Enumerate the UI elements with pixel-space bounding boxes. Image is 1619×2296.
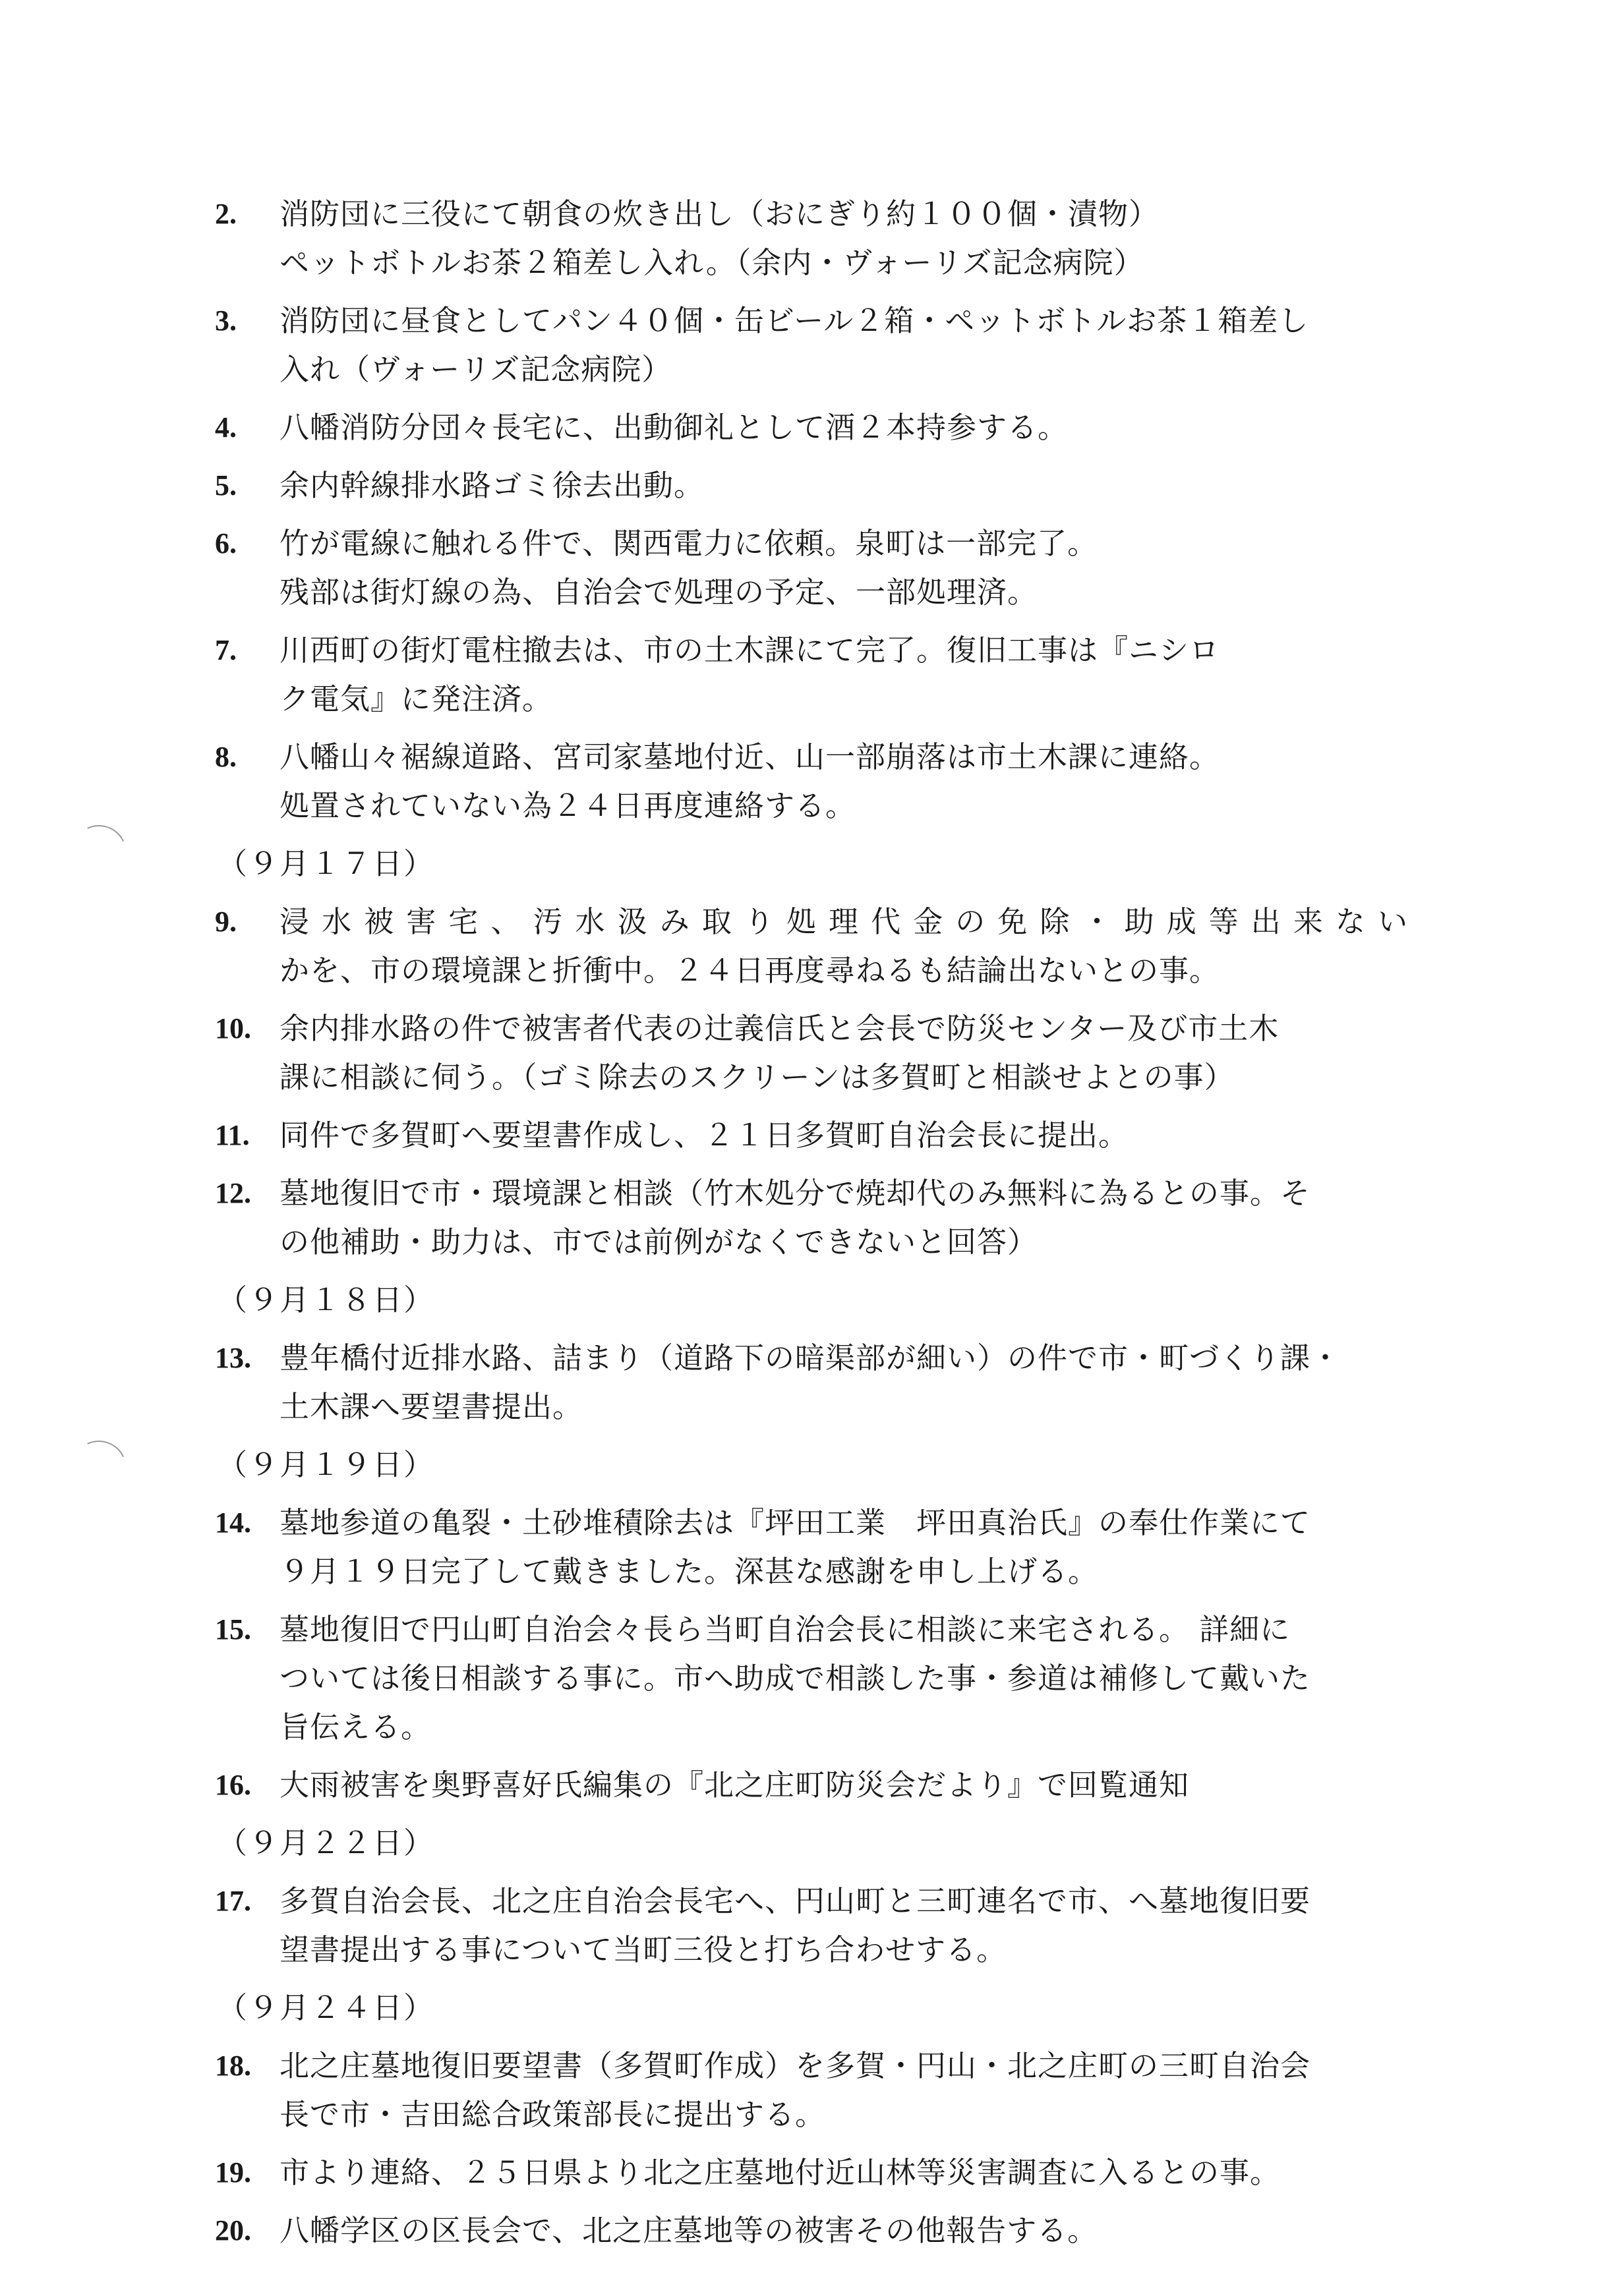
item-text-line: 旨伝える。 (280, 1709, 432, 1744)
item-number: 6. (215, 527, 237, 560)
item-number: 18. (215, 2050, 251, 2082)
list-item (215, 519, 1408, 617)
list-item (215, 297, 1408, 394)
item-number: 19. (215, 2156, 251, 2189)
item-number: 12. (215, 1177, 251, 1209)
list-item (215, 2042, 1408, 2139)
list-item (215, 733, 1408, 830)
item-number: 2. (215, 198, 237, 230)
list-item (215, 1877, 1408, 1974)
list-item (215, 403, 1408, 452)
item-text-line: 市より連絡、２５日県より北之庄墓地付近山林等災害調査に入るとの事。 (280, 2155, 1281, 2190)
item-number: 20. (215, 2214, 251, 2247)
item-number: 3. (215, 304, 237, 337)
list-item (215, 461, 1408, 510)
item-text-line: かを、市の環境課と折衝中。２４日再度尋ねるも結論出ないとの事。 (280, 953, 1220, 988)
date-heading: （９月１９日） (218, 1447, 435, 1482)
item-number: 14. (215, 1507, 251, 1539)
list-item (215, 1169, 1408, 1267)
date-heading: （９月２４日） (218, 1990, 435, 2025)
item-text-line: 竹が電線に触れる件で、関西電力に依頼。泉町は一部完了。 (280, 526, 1098, 561)
list-item (215, 1111, 1408, 1160)
item-number: 10. (215, 1012, 251, 1045)
item-text-line: 望書提出する事について当町三役と打ち合わせする。 (280, 1932, 1007, 1967)
item-text-line: 川西町の街灯電柱撤去は、市の土木課にて完了。復旧工事は『ニシロ (280, 633, 1220, 668)
item-text-line: 入れ（ヴォーリズ記念病院） (280, 352, 672, 387)
item-text-line: ペットボトルお茶２箱差し入れ。（余内・ヴォーリズ記念病院） (280, 245, 1144, 280)
item-text-line: 豊年橋付近排水路、詰まり（道路下の暗渠部が細い）の件で市・町づくり課・ (280, 1340, 1341, 1375)
item-text-line: ついては後日相談する事に。市へ助成で相談した事・参道は補修して戴いた (280, 1661, 1311, 1696)
item-text-line: 処置されていない為２４日再度連絡する。 (280, 788, 856, 823)
list-item (215, 1334, 1408, 1431)
item-text-line: 余内幹線排水路ゴミ徐去出動。 (280, 468, 705, 503)
list-item (215, 1605, 1408, 1752)
list-item (215, 190, 1408, 287)
item-text-line: ９月１９日完了して戴きました。深甚な感謝を申し上げる。 (280, 1554, 1099, 1589)
item-text-line: 同件で多賀町へ要望書作成し、２１日多賀町自治会長に提出。 (280, 1118, 1129, 1153)
list-item (215, 2206, 1408, 2255)
item-text-line: の他補助・助力は、市では前例がなくできないと回答） (280, 1224, 1038, 1259)
list-item (215, 1761, 1408, 1810)
item-text-line: 大雨被害を奥野喜好氏編集の『北之庄町防災会だより』で回覧通知 (280, 1767, 1190, 1802)
list-item (215, 2148, 1408, 2197)
item-number: 15. (215, 1613, 251, 1646)
punch-hole-mark (63, 817, 134, 888)
item-text-line: 土木課へ要望書提出。 (280, 1389, 583, 1424)
item-text-line: 多賀自治会長、北之庄自治会長宅へ、円山町と三町連名で市、へ墓地復旧要 (280, 1883, 1311, 1918)
item-number: 17. (215, 1885, 251, 1917)
item-text-line: 消防団に昼食としてパン４０個・缶ビール２箱・ペットボトルお茶１箱差し (280, 303, 1309, 338)
item-number: 5. (215, 469, 237, 502)
item-text-line: 浸水被害宅、汚水汲み取り処理代金の免除・助成等出来ない (280, 904, 1408, 939)
item-text-line: 墓地参道の亀裂・土砂堆積除去は『坪田工業 坪田真治氏』の奉仕作業にて (280, 1505, 1311, 1540)
date-heading: （９月１７日） (218, 846, 435, 881)
item-text-line: 長で市・吉田総合政策部長に提出する。 (280, 2097, 826, 2132)
item-text-line: 北之庄墓地復旧要望書（多賀町作成）を多賀・円山・北之庄町の三町自治会 (280, 2048, 1311, 2083)
punch-hole-mark (63, 1433, 134, 1504)
item-number: 11. (215, 1119, 250, 1151)
item-text-line: 残部は街灯線の為、自治会で処理の予定、一部処理済。 (280, 575, 1038, 610)
item-number: 4. (215, 411, 237, 444)
item-text-line: 課に相談に伺う。（ゴミ除去のスクリーンは多賀町と相談せよとの事） (280, 1060, 1235, 1095)
item-text-line: 八幡消防分団々長宅に、出動御礼として酒２本持参する。 (280, 410, 1069, 445)
list-item (215, 1004, 1408, 1102)
date-heading: （９月２２日） (218, 1825, 435, 1860)
item-text-line: 八幡学区の区長会で、北之庄墓地等の被害その他報告する。 (280, 2213, 1098, 2248)
list-item (215, 1499, 1408, 1596)
document-body (215, 190, 1408, 2264)
date-heading: （９月１８日） (218, 1282, 435, 1317)
item-number: 9. (215, 905, 237, 938)
item-number: 16. (215, 1769, 251, 1801)
item-number: 8. (215, 741, 237, 773)
item-number: 13. (215, 1342, 251, 1374)
item-text-line: 墓地復旧で市・環境課と相談（竹木処分で焼却代のみ無料に為るとの事。そ (280, 1176, 1311, 1211)
item-number: 7. (215, 634, 237, 666)
item-text-line: 墓地復旧で円山町自治会々長ら当町自治会長に相談に来宅される。 詳細に (280, 1612, 1291, 1647)
list-item (215, 626, 1408, 724)
item-text-line: 消防団に三役にて朝食の炊き出し（おにぎり約１００個・漬物） (280, 196, 1160, 231)
item-text-line: 余内排水路の件で被害者代表の辻義信氏と会長で防災センター及び市土木 (280, 1011, 1280, 1046)
list-item (215, 898, 1408, 995)
item-text-line: ク電気』に発注済。 (280, 681, 553, 716)
item-text-line: 八幡山々裾線道路、宮司家墓地付近、山一部崩落は市土木課に連絡。 (280, 739, 1220, 774)
